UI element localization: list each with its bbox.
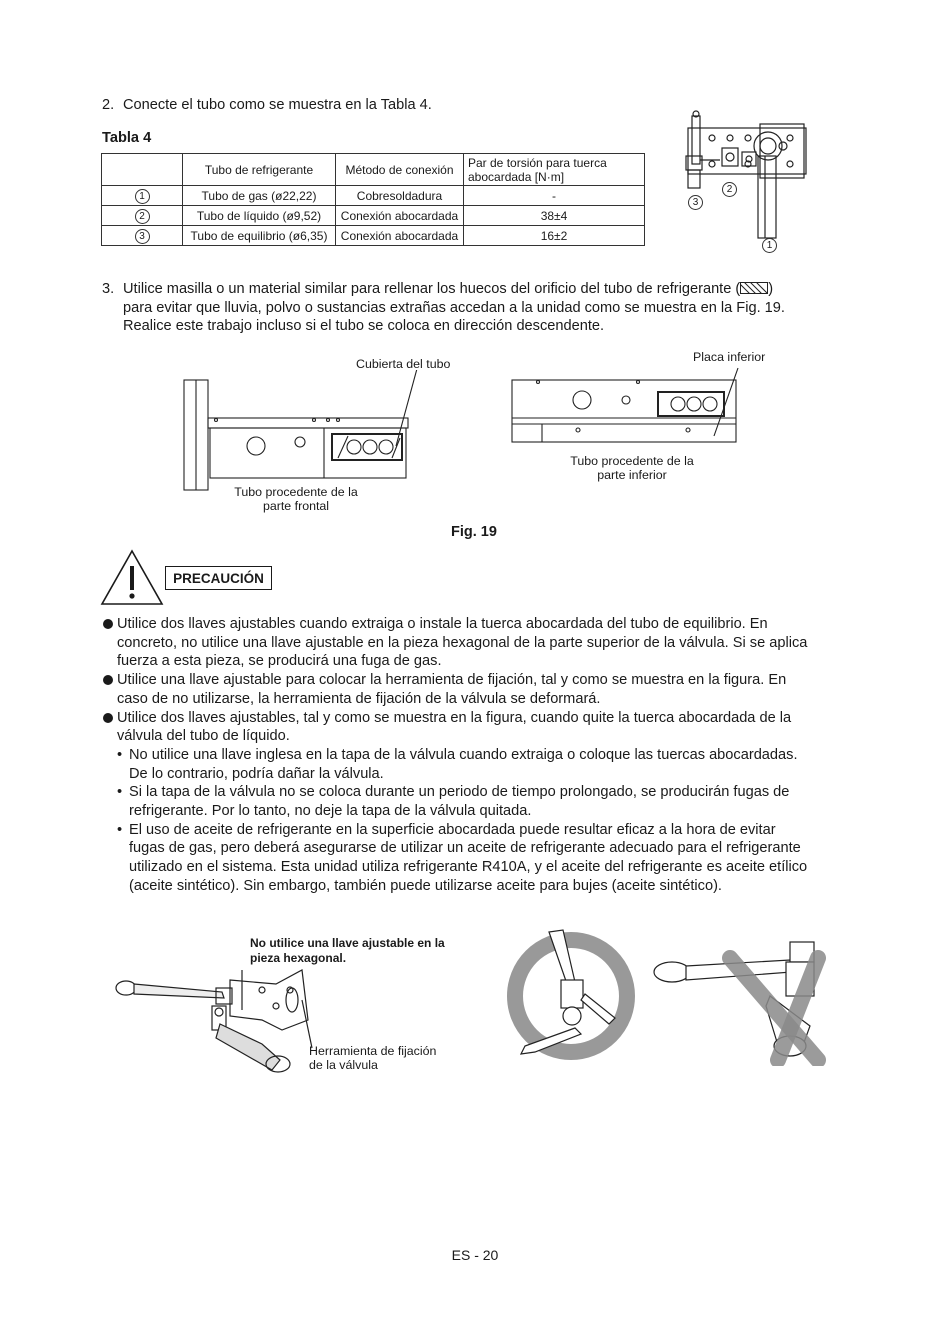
table-row: [102, 226, 645, 246]
table-header-cell: [102, 154, 183, 186]
table-cell: Tubo de equilibrio (ø6,35): [183, 226, 336, 246]
tool-label: [309, 1044, 436, 1072]
bullet-line: Utilice una llave ajustable para colocar la herramienta de fijación, tal y como se muestra en la figura. En: [117, 672, 787, 689]
valve-diagram: [660, 108, 820, 256]
table-cell: Tubo de gas (ø22,22): [183, 186, 336, 206]
table-header-cell: Par de torsión para tuerca abocardada [N·m]: [464, 154, 645, 186]
correct-use-circle-icon: [505, 928, 640, 1068]
warning-triangle-icon: [100, 548, 164, 606]
table-header-cell: Tubo de refrigerante: [183, 154, 336, 186]
table-cell: Cobresoldadura: [336, 186, 464, 206]
bullet-line: concreto, no utilice una llave ajustable en la pieza hexagonal de la parte superior de la válvula. Si se aplica: [117, 634, 808, 651]
step-2-number: 2.: [102, 97, 115, 113]
bullet-line: utilizado en el sistema. Esta unidad utiliza refrigerante R410A, y el aceite del refrigerante es aceite etílico: [129, 859, 808, 876]
table-4-title: Tabla 4: [102, 130, 152, 146]
fig19-caption: Fig. 19: [451, 524, 497, 540]
bullet-line: • El uso de aceite de refrigerante en la superficie abocardada puede resultar eficaz a la hora de evitar: [129, 821, 776, 838]
bullet-line: De lo contrario, podría dañar la válvula.: [129, 765, 384, 782]
bullet-line: Utilice dos llaves ajustables, tal y como se muestra en la figura, cuando quite la tuerca abocardada de la: [117, 709, 792, 726]
caution-title: PRECAUCIÓN: [165, 566, 272, 590]
step-2: [102, 96, 432, 115]
fig19-bottom-plate-label: Placa inferior: [693, 350, 766, 364]
step-2-text: Conecte el tubo como se muestra en la Tabla 4.: [123, 97, 432, 113]
wrench-fixing-tool-drawing: [112, 960, 332, 1080]
list-item: [102, 671, 862, 708]
fig19-cover-label: Cubierta del tubo: [356, 357, 451, 371]
wrench-note-line-2: pieza hexagonal.: [250, 951, 347, 965]
table-cell: 38±4: [464, 206, 645, 226]
step-3-text-b: ): [768, 281, 774, 297]
page-number: ES - 20: [451, 1247, 499, 1263]
incorrect-use-cross-icon: [650, 936, 835, 1066]
step-3: [102, 280, 842, 336]
caution-list: [102, 615, 862, 896]
bullet-line: • No utilice una llave inglesa en la tapa de la válvula cuando extraiga o coloque las tuercas abocardadas.: [129, 746, 798, 763]
table-row: [102, 206, 645, 226]
bullet-line: • Si la tapa de la válvula no se coloca durante un periodo de tiempo prolongado, se producirán fugas de: [129, 784, 790, 801]
fig19-bottom-drawing: [508, 360, 748, 452]
row-mark: 2: [135, 209, 150, 224]
hatch-swatch-icon: [740, 282, 768, 294]
table-cell: 16±2: [464, 226, 645, 246]
fig19-bottom-label-line-2: parte inferior: [597, 468, 667, 482]
step-3-line-2: para evitar que lluvia, polvo o sustancias extrañas accedan a la unidad como se muestra en la Fig. 19.: [123, 299, 785, 316]
fig19-bottom-label-line-1: Tubo procedente de la: [570, 454, 694, 468]
fig19-front-drawing: [180, 370, 420, 495]
wrench-note-line-1: No utilice una llave ajustable en la: [250, 936, 445, 950]
table-header-cell: Método de conexión: [336, 154, 464, 186]
table-4: [101, 153, 645, 246]
valve-mark-2: 2: [722, 182, 737, 197]
bullet-line: refrigerante. Por lo tanto, no deje la tapa de la válvula quitada.: [129, 803, 532, 820]
table-cell: Tubo de líquido (ø9,52): [183, 206, 336, 226]
table-cell: Conexión abocardada: [336, 206, 464, 226]
bullet-line: Utilice dos llaves ajustables cuando extraiga o instale la tuerca abocardada del tubo de equilibrio. En: [117, 616, 768, 632]
fig19-front-label-line-1: Tubo procedente de la: [234, 485, 358, 499]
list-item: [102, 746, 862, 783]
table-cell: Conexión abocardada: [336, 226, 464, 246]
list-item: [102, 615, 862, 671]
fig19-front-label-line-2: parte frontal: [262, 499, 330, 513]
step-3-line-3: Realice este trabajo incluso si el tubo se coloca en dirección descendente.: [123, 318, 605, 335]
bullet-line: caso de no utilizarse, la herramienta de fijación de la válvula se deformará.: [117, 690, 601, 707]
fig19-front-label: [234, 485, 358, 513]
table-row: [102, 186, 645, 206]
table-cell: -: [464, 186, 645, 206]
bullet-line: fugas de gas, pero deberá asegurarse de utilizar un aceite de refrigerante adecuado para el refrigerante: [129, 840, 801, 857]
table-header-row: [102, 154, 645, 186]
tool-label-line-2: de la válvula: [309, 1058, 378, 1072]
bullet-line: (aceite sintético). Sin embargo, también puede utilizarse aceite para bujes (aceite sintético).: [129, 877, 722, 894]
bullet-line: fuerza a esta pieza, se producirá una fuga de gas.: [117, 653, 442, 670]
list-item: [102, 821, 862, 896]
step-3-line-1: [102, 280, 842, 299]
row-mark: 1: [135, 189, 150, 204]
valve-mark-1: 1: [762, 238, 777, 253]
step-3-text-a: Utilice masilla o un material similar para rellenar los huecos del orificio del tubo de refrigerante (: [123, 281, 741, 297]
list-item: [102, 783, 862, 820]
step-3-number: 3.: [102, 281, 115, 297]
tool-label-line-1: Herramienta de fijación: [309, 1044, 437, 1058]
list-item: [102, 709, 862, 746]
fig19-bottom-label: [570, 454, 694, 482]
row-mark: 3: [135, 229, 150, 244]
valve-mark-3: 3: [688, 195, 703, 210]
bullet-line: válvula del tubo de líquido.: [117, 728, 290, 745]
